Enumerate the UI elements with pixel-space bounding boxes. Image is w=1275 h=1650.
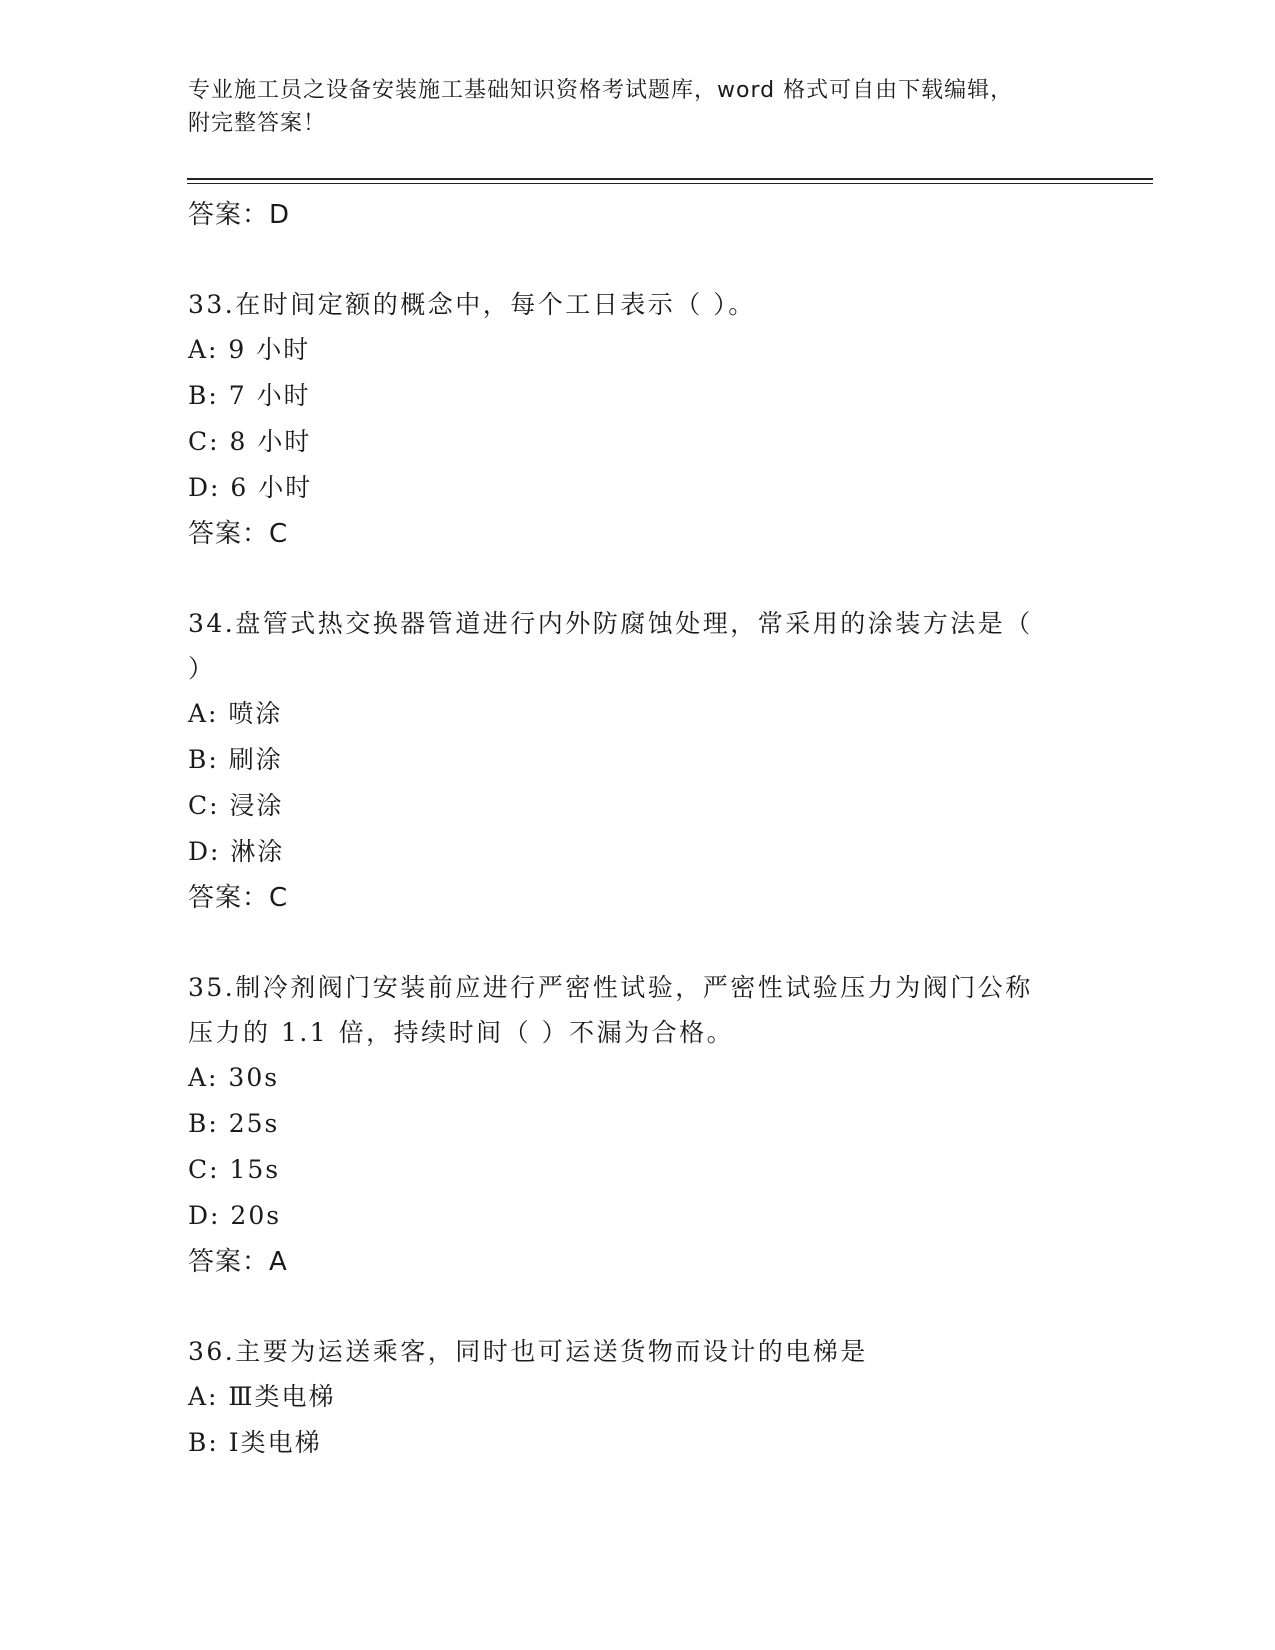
question-stem: 36.主要为运送乘客，同时也可运送货物而设计的电梯是 [188, 1337, 868, 1366]
option-a: A: Ⅲ类电梯 [188, 1382, 336, 1411]
answer: 答案：A [188, 1247, 288, 1277]
spacer [188, 1285, 1088, 1329]
option-a: A: 9 小时 [188, 335, 311, 364]
header-line-2: 附完整答案！ [188, 111, 327, 136]
spacer [188, 238, 1088, 282]
question-34 [188, 601, 1088, 921]
question-33 [188, 282, 1088, 557]
option-b: B: 刷涂 [188, 745, 283, 774]
answer: 答案：C [188, 883, 289, 913]
option-a: A: 30s [188, 1063, 280, 1092]
question-stem: 33.在时间定额的概念中，每个工日表示（ ）。 [188, 290, 756, 319]
option-b: B: Ⅰ类电梯 [188, 1428, 322, 1457]
option-d: D: 6 小时 [188, 473, 313, 502]
spacer [188, 921, 1088, 965]
question-35 [188, 965, 1088, 1285]
option-c: C: 8 小时 [188, 427, 312, 456]
question-stem-line-1: 35.制冷剂阀门安装前应进行严密性试验，严密性试验压力为阀门公称 [188, 973, 1033, 1002]
spacer [188, 557, 1088, 601]
option-b: B: 25s [188, 1109, 280, 1138]
answer-32: 答案：D [188, 200, 291, 230]
option-b: B: 7 小时 [188, 381, 311, 410]
header-divider-thick [187, 178, 1153, 180]
document-body [188, 192, 1088, 1466]
option-c: C: 浸涂 [188, 791, 284, 820]
question-stem-line-2: 压力的 1.1 倍，持续时间（ ）不漏为合格。 [188, 1018, 735, 1047]
option-d: D: 20s [188, 1201, 282, 1230]
option-d: D: 淋涂 [188, 837, 285, 866]
question-36 [188, 1329, 1088, 1466]
header-line-1: 专业施工员之设备安装施工基础知识资格考试题库，word 格式可自由下载编辑， [188, 78, 1014, 103]
option-a: A: 喷涂 [188, 699, 283, 728]
question-stem-line-2: ） [188, 654, 216, 683]
question-stem-line-1: 34.盘管式热交换器管道进行内外防腐蚀处理，常采用的涂装方法是（ [188, 609, 1033, 638]
option-c: C: 15s [188, 1155, 281, 1184]
answer: 答案：C [188, 519, 289, 549]
header-divider-thin [187, 183, 1153, 184]
page-header [188, 74, 1088, 140]
